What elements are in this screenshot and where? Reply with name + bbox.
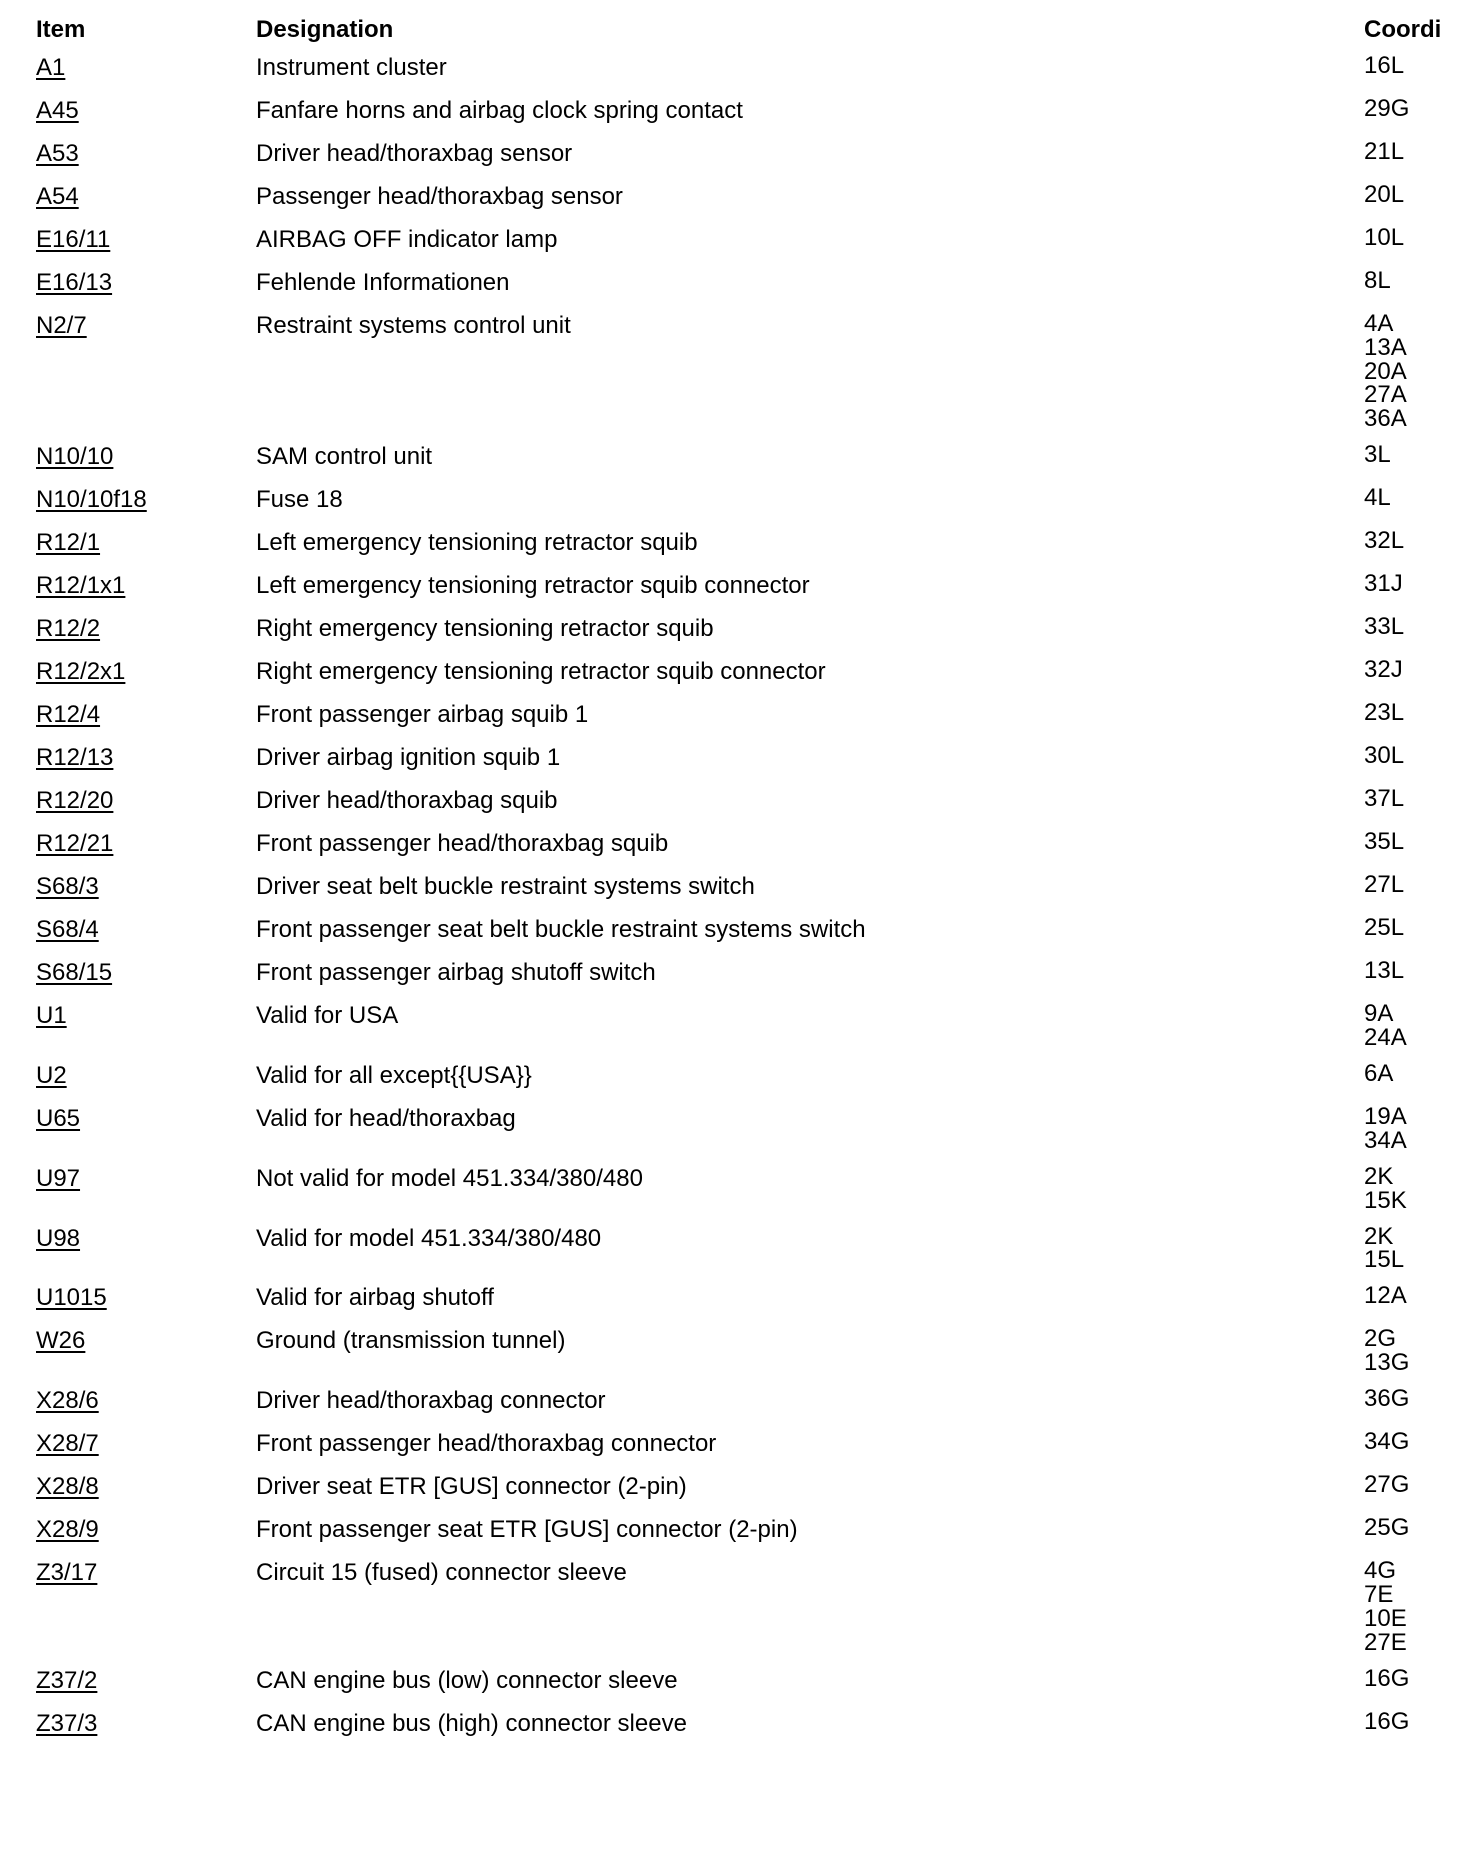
coordinates-cell [1364, 1707, 1410, 1735]
table-row [36, 777, 1472, 820]
coordinate-value: 31J [1364, 570, 1403, 598]
coordinate-value: 27A [1364, 381, 1407, 409]
coordinate-value: 15L [1364, 1246, 1405, 1274]
item-link[interactable]: A1 [36, 54, 66, 81]
coordinates-cell [1364, 443, 1391, 467]
coordinates-cell [1364, 701, 1404, 725]
designation-text: Passenger head/thoraxbag sensor [256, 183, 623, 210]
coordinates-cell [1364, 183, 1404, 207]
coordinates-cell [1364, 140, 1404, 164]
table-row [36, 863, 1472, 906]
item-link[interactable]: E16/13 [36, 269, 113, 296]
coordinates-cell [1364, 873, 1404, 897]
designation-text: Restraint systems control unit [256, 312, 571, 339]
item-link[interactable]: N10/10f18 [36, 486, 147, 514]
table-row [36, 1420, 1472, 1463]
designation-text: Driver airbag ignition squib 1 [256, 744, 561, 772]
item-link[interactable]: A53 [36, 140, 79, 167]
coordinate-value: 2K [1364, 1162, 1394, 1190]
coordinate-value: 29G [1364, 95, 1410, 122]
coordinates-cell [1364, 572, 1403, 596]
table-row [36, 130, 1472, 173]
coordinate-value: 7E [1364, 1580, 1394, 1608]
item-link[interactable]: U1015 [36, 1284, 107, 1312]
coordinates-cell [1364, 1387, 1409, 1411]
designation-text: Front passenger airbag shutoff switch [256, 959, 656, 987]
coordinates-cell [1364, 1284, 1407, 1308]
table-row [36, 1317, 1472, 1377]
designation-text: CAN engine bus (high) connector sleeve [256, 1709, 687, 1737]
designation-text: Left emergency tensioning retractor squib connector [256, 572, 810, 600]
coordinates-cell [1364, 1162, 1407, 1214]
table-row [36, 906, 1472, 949]
item-link[interactable]: U98 [36, 1224, 81, 1252]
header-designation: Designation [256, 16, 394, 43]
designation-text: Circuit 15 (fused) connector sleeve [256, 1559, 627, 1587]
coordinate-value: 4A [1364, 310, 1394, 337]
coordinates-cell [1364, 658, 1403, 682]
coordinate-value: 21L [1364, 138, 1405, 165]
coordinates-cell [1364, 615, 1404, 639]
coordinate-value: 27L [1364, 871, 1405, 899]
item-link[interactable]: R12/1x1 [36, 572, 126, 600]
table-row [36, 691, 1472, 734]
table-row [36, 476, 1472, 519]
coordinate-value: 13A [1364, 333, 1407, 361]
designation-text: Driver head/thoraxbag sensor [256, 140, 573, 167]
coordinate-value: 9A [1364, 1000, 1394, 1028]
coordinate-value: 2G [1364, 1325, 1397, 1353]
coordinates-cell [1364, 269, 1391, 293]
coordinate-value: 13L [1364, 957, 1405, 985]
item-link[interactable]: U2 [36, 1061, 67, 1089]
coordinate-value: 37L [1364, 785, 1405, 813]
table-row [36, 949, 1472, 992]
designation-text: Driver head/thoraxbag squib [256, 787, 558, 815]
designation-text: Instrument cluster [256, 54, 447, 81]
designation-text: CAN engine bus (low) connector sleeve [256, 1666, 678, 1694]
coordinate-value: 12A [1364, 1282, 1407, 1310]
item-link[interactable]: E16/11 [36, 226, 111, 253]
coordinate-value: 16L [1364, 52, 1405, 79]
coordinate-value: 3L [1364, 441, 1391, 469]
coordinate-value: 10L [1364, 224, 1405, 251]
component-legend-table [36, 10, 1472, 1743]
table-row [36, 1377, 1472, 1420]
item-link[interactable]: X28/9 [36, 1516, 99, 1544]
designation-text: Fuse 18 [256, 486, 343, 514]
coordinate-value: 16G [1364, 1707, 1410, 1735]
coordinates-cell [1364, 1664, 1410, 1692]
designation-text: Right emergency tensioning retractor squib [256, 615, 714, 643]
coordinates-cell [1364, 486, 1391, 510]
item-link[interactable]: R12/13 [36, 744, 114, 772]
coordinate-value: 32J [1364, 656, 1403, 684]
item-link[interactable]: R12/1 [36, 529, 101, 557]
item-link[interactable]: S68/3 [36, 873, 99, 901]
table-row [36, 519, 1472, 562]
designation-text: Fehlende Informationen [256, 269, 510, 296]
item-link[interactable]: R12/21 [36, 830, 114, 858]
coordinate-value: 6A [1364, 1059, 1394, 1087]
item-link[interactable]: A45 [36, 97, 79, 124]
item-link[interactable]: X28/6 [36, 1387, 99, 1415]
coordinate-value: 13G [1364, 1349, 1410, 1377]
coordinate-value: 35L [1364, 828, 1405, 856]
coordinate-value: 27E [1364, 1628, 1407, 1656]
coordinate-value: 27G [1364, 1471, 1410, 1499]
table-body [36, 44, 1472, 1743]
coordinates-cell [1364, 226, 1404, 250]
coordinates-cell [1364, 529, 1404, 553]
coordinate-value: 34A [1364, 1126, 1407, 1154]
coordinate-value: 33L [1364, 613, 1405, 641]
designation-text: Not valid for model 451.334/380/480 [256, 1164, 643, 1192]
coordinates-cell [1364, 830, 1404, 854]
table-row [36, 1506, 1472, 1549]
coordinate-value: 24A [1364, 1023, 1407, 1051]
table-row [36, 433, 1472, 476]
header-item: Item [36, 16, 86, 43]
table-row [36, 1657, 1472, 1700]
coordinates-cell [1364, 1430, 1409, 1454]
table-row [36, 259, 1472, 302]
coordinates-cell [1364, 1559, 1407, 1654]
table-row [36, 992, 1472, 1052]
coordinate-value: 20A [1364, 357, 1407, 385]
table-row [36, 562, 1472, 605]
designation-text: Front passenger head/thoraxbag squib [256, 830, 669, 858]
coordinates-cell [1364, 1059, 1394, 1087]
table-row [36, 1052, 1472, 1095]
table-row [36, 302, 1472, 433]
designation-text: Fanfare horns and airbag clock spring contact [256, 97, 743, 124]
coordinate-value: 4L [1364, 484, 1391, 512]
table-row [36, 1215, 1472, 1275]
coordinates-cell [1364, 1516, 1409, 1540]
table-row [36, 734, 1472, 777]
designation-text: Valid for head/thoraxbag [256, 1104, 516, 1132]
table-row [36, 1463, 1472, 1506]
table-header [36, 10, 1472, 44]
table-row [36, 44, 1472, 87]
item-link[interactable]: S68/4 [36, 916, 99, 944]
designation-text: Right emergency tensioning retractor squib connector [256, 658, 826, 686]
designation-text: Driver seat belt buckle restraint systems switch [256, 873, 755, 901]
item-link[interactable]: N10/10 [36, 443, 114, 471]
item-link[interactable]: A54 [36, 183, 79, 210]
coordinate-value: 4G [1364, 1557, 1397, 1585]
coordinate-value: 20L [1364, 181, 1405, 208]
coordinates-cell [1364, 97, 1409, 121]
coordinates-cell [1364, 1002, 1407, 1050]
item-link[interactable]: X28/8 [36, 1473, 99, 1501]
designation-text: Front passenger airbag squib 1 [256, 701, 589, 729]
table-row [36, 1700, 1472, 1743]
item-link[interactable]: X28/7 [36, 1430, 99, 1458]
item-link[interactable]: Z37/3 [36, 1709, 98, 1737]
item-link[interactable]: Z3/17 [36, 1559, 98, 1587]
coordinates-cell [1364, 959, 1404, 983]
item-link[interactable]: R12/2 [36, 615, 101, 643]
designation-text: Left emergency tensioning retractor squib [256, 529, 698, 557]
coordinates-cell [1364, 1473, 1409, 1497]
item-link[interactable]: S68/15 [36, 959, 113, 987]
designation-text: AIRBAG OFF indicator lamp [256, 226, 558, 253]
table-row [36, 605, 1472, 648]
item-link[interactable]: R12/2x1 [36, 658, 126, 686]
designation-text: Driver head/thoraxbag connector [256, 1387, 606, 1415]
table-row [36, 173, 1472, 216]
coordinates-cell [1364, 1327, 1409, 1375]
item-link[interactable]: W26 [36, 1327, 86, 1355]
coordinates-cell [1364, 744, 1404, 768]
coordinate-value: 15K [1364, 1186, 1407, 1214]
coordinates-cell [1364, 787, 1404, 811]
coordinate-value: 25L [1364, 914, 1405, 942]
coordinate-value: 32L [1364, 527, 1405, 555]
coordinate-value: 36A [1364, 405, 1407, 433]
coordinates-cell [1364, 1222, 1405, 1274]
coordinate-value: 25G [1364, 1514, 1410, 1542]
item-link[interactable]: U97 [36, 1164, 81, 1192]
item-link[interactable]: R12/20 [36, 787, 114, 815]
coordinates-cell [1364, 54, 1404, 78]
table-row [36, 1155, 1472, 1215]
coordinate-value: 23L [1364, 699, 1405, 727]
designation-text: Ground (transmission tunnel) [256, 1327, 566, 1355]
table-row [36, 1549, 1472, 1656]
coordinate-value: 36G [1364, 1385, 1410, 1413]
table-row [36, 820, 1472, 863]
designation-text: Front passenger seat ETR [GUS] connector (2-pin) [256, 1516, 798, 1544]
coordinate-value: 34G [1364, 1428, 1410, 1456]
table-row [36, 87, 1472, 130]
header-coordinates: Coordi [1364, 16, 1442, 43]
designation-text: Valid for airbag shutoff [256, 1284, 494, 1312]
item-link[interactable]: N2/7 [36, 312, 87, 339]
designation-text: Valid for USA [256, 1002, 399, 1030]
coordinate-value: 2K [1364, 1222, 1394, 1250]
table-row [36, 1095, 1472, 1155]
coordinates-cell [1364, 916, 1404, 940]
table-row [36, 648, 1472, 691]
designation-text: Valid for model 451.334/380/480 [256, 1224, 602, 1252]
table-row [36, 1274, 1472, 1317]
coordinates-cell [1364, 312, 1407, 431]
coordinate-value: 30L [1364, 742, 1405, 770]
item-link[interactable]: Z37/2 [36, 1666, 98, 1694]
coordinate-value: 16G [1364, 1664, 1410, 1692]
item-link[interactable]: U1 [36, 1002, 67, 1030]
designation-text: Driver seat ETR [GUS] connector (2-pin) [256, 1473, 687, 1501]
designation-text: Front passenger head/thoraxbag connector [256, 1430, 717, 1458]
item-link[interactable]: U65 [36, 1104, 81, 1132]
designation-text: Front passenger seat belt buckle restraint systems switch [256, 916, 866, 944]
table-row [36, 216, 1472, 259]
coordinates-cell [1364, 1102, 1407, 1154]
designation-text: Valid for all except{{USA}} [256, 1061, 532, 1089]
coordinate-value: 8L [1364, 267, 1391, 294]
designation-text: SAM control unit [256, 443, 433, 471]
item-link[interactable]: R12/4 [36, 701, 101, 729]
coordinate-value: 19A [1364, 1102, 1407, 1130]
coordinate-value: 10E [1364, 1604, 1407, 1632]
